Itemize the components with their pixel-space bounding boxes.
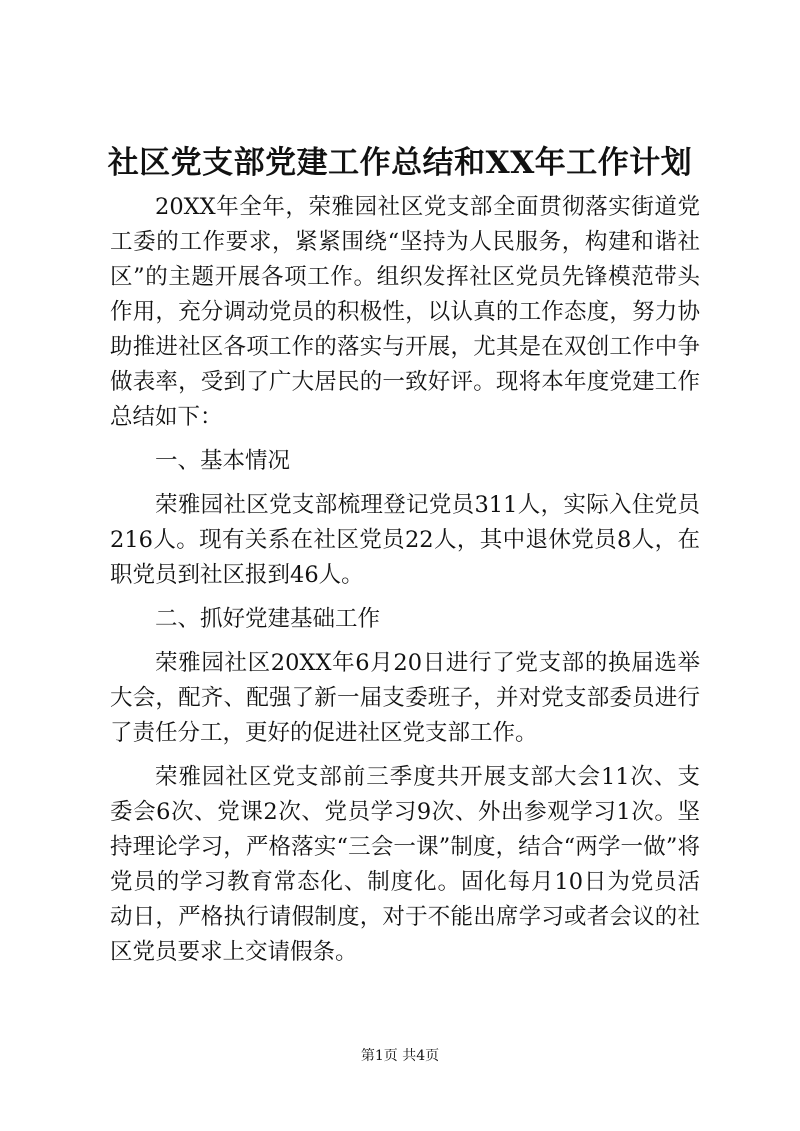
election-paragraph: 荣雅园社区20XX年6月20日进行了党支部的换届选举大会，配齐、配强了新一届支委班子，并对党支部委员进行了责任分工，更好的促进社区党支部工作。 (110, 650, 700, 746)
meetings-paragraph: 荣雅园社区党支部前三季度共开展支部大会11次、支委会6次、党课2次、党员学习9次、外出参观学习1次。坚持理论学习，严格落实“三会一课”制度，结合“两学一做”将党员的学习教育常态化、制度化。固化每月10日为党员活动日，严格执行请假制度，对于不能出席学习或者会议的社区党员要求上交请假条。 (110, 764, 700, 965)
document-title: 社区党支部党建工作总结和XX年工作计划 (107, 145, 693, 181)
page-footer: 第1页 共4页 (360, 1048, 440, 1064)
section-heading-basic-situation: 一、基本情况 (155, 448, 291, 474)
document-body (110, 190, 700, 970)
intro-paragraph: 20XX年全年，荣雅园社区党支部全面贯彻落实街道党工委的工作要求，紧紧围绕“坚持为人民服务，构建和谐社区”的主题开展各项工作。组织发挥社区党员先锋模范带头作用，充分调动党员的积极性，以认真的工作态度，努力协助推进社区各项工作的落实与开展，尤其是在双创工作中争做表率，受到了广大居民的一致好评。现将本年度党建工作总结如下： (110, 194, 700, 430)
basic-situation-paragraph: 荣雅园社区党支部梳理登记党员311人，实际入住党员216人。现有关系在社区党员22人，其中退休党员8人，在职党员到社区报到46人。 (110, 492, 700, 588)
section-heading-party-foundation: 二、抓好党建基础工作 (155, 606, 381, 632)
